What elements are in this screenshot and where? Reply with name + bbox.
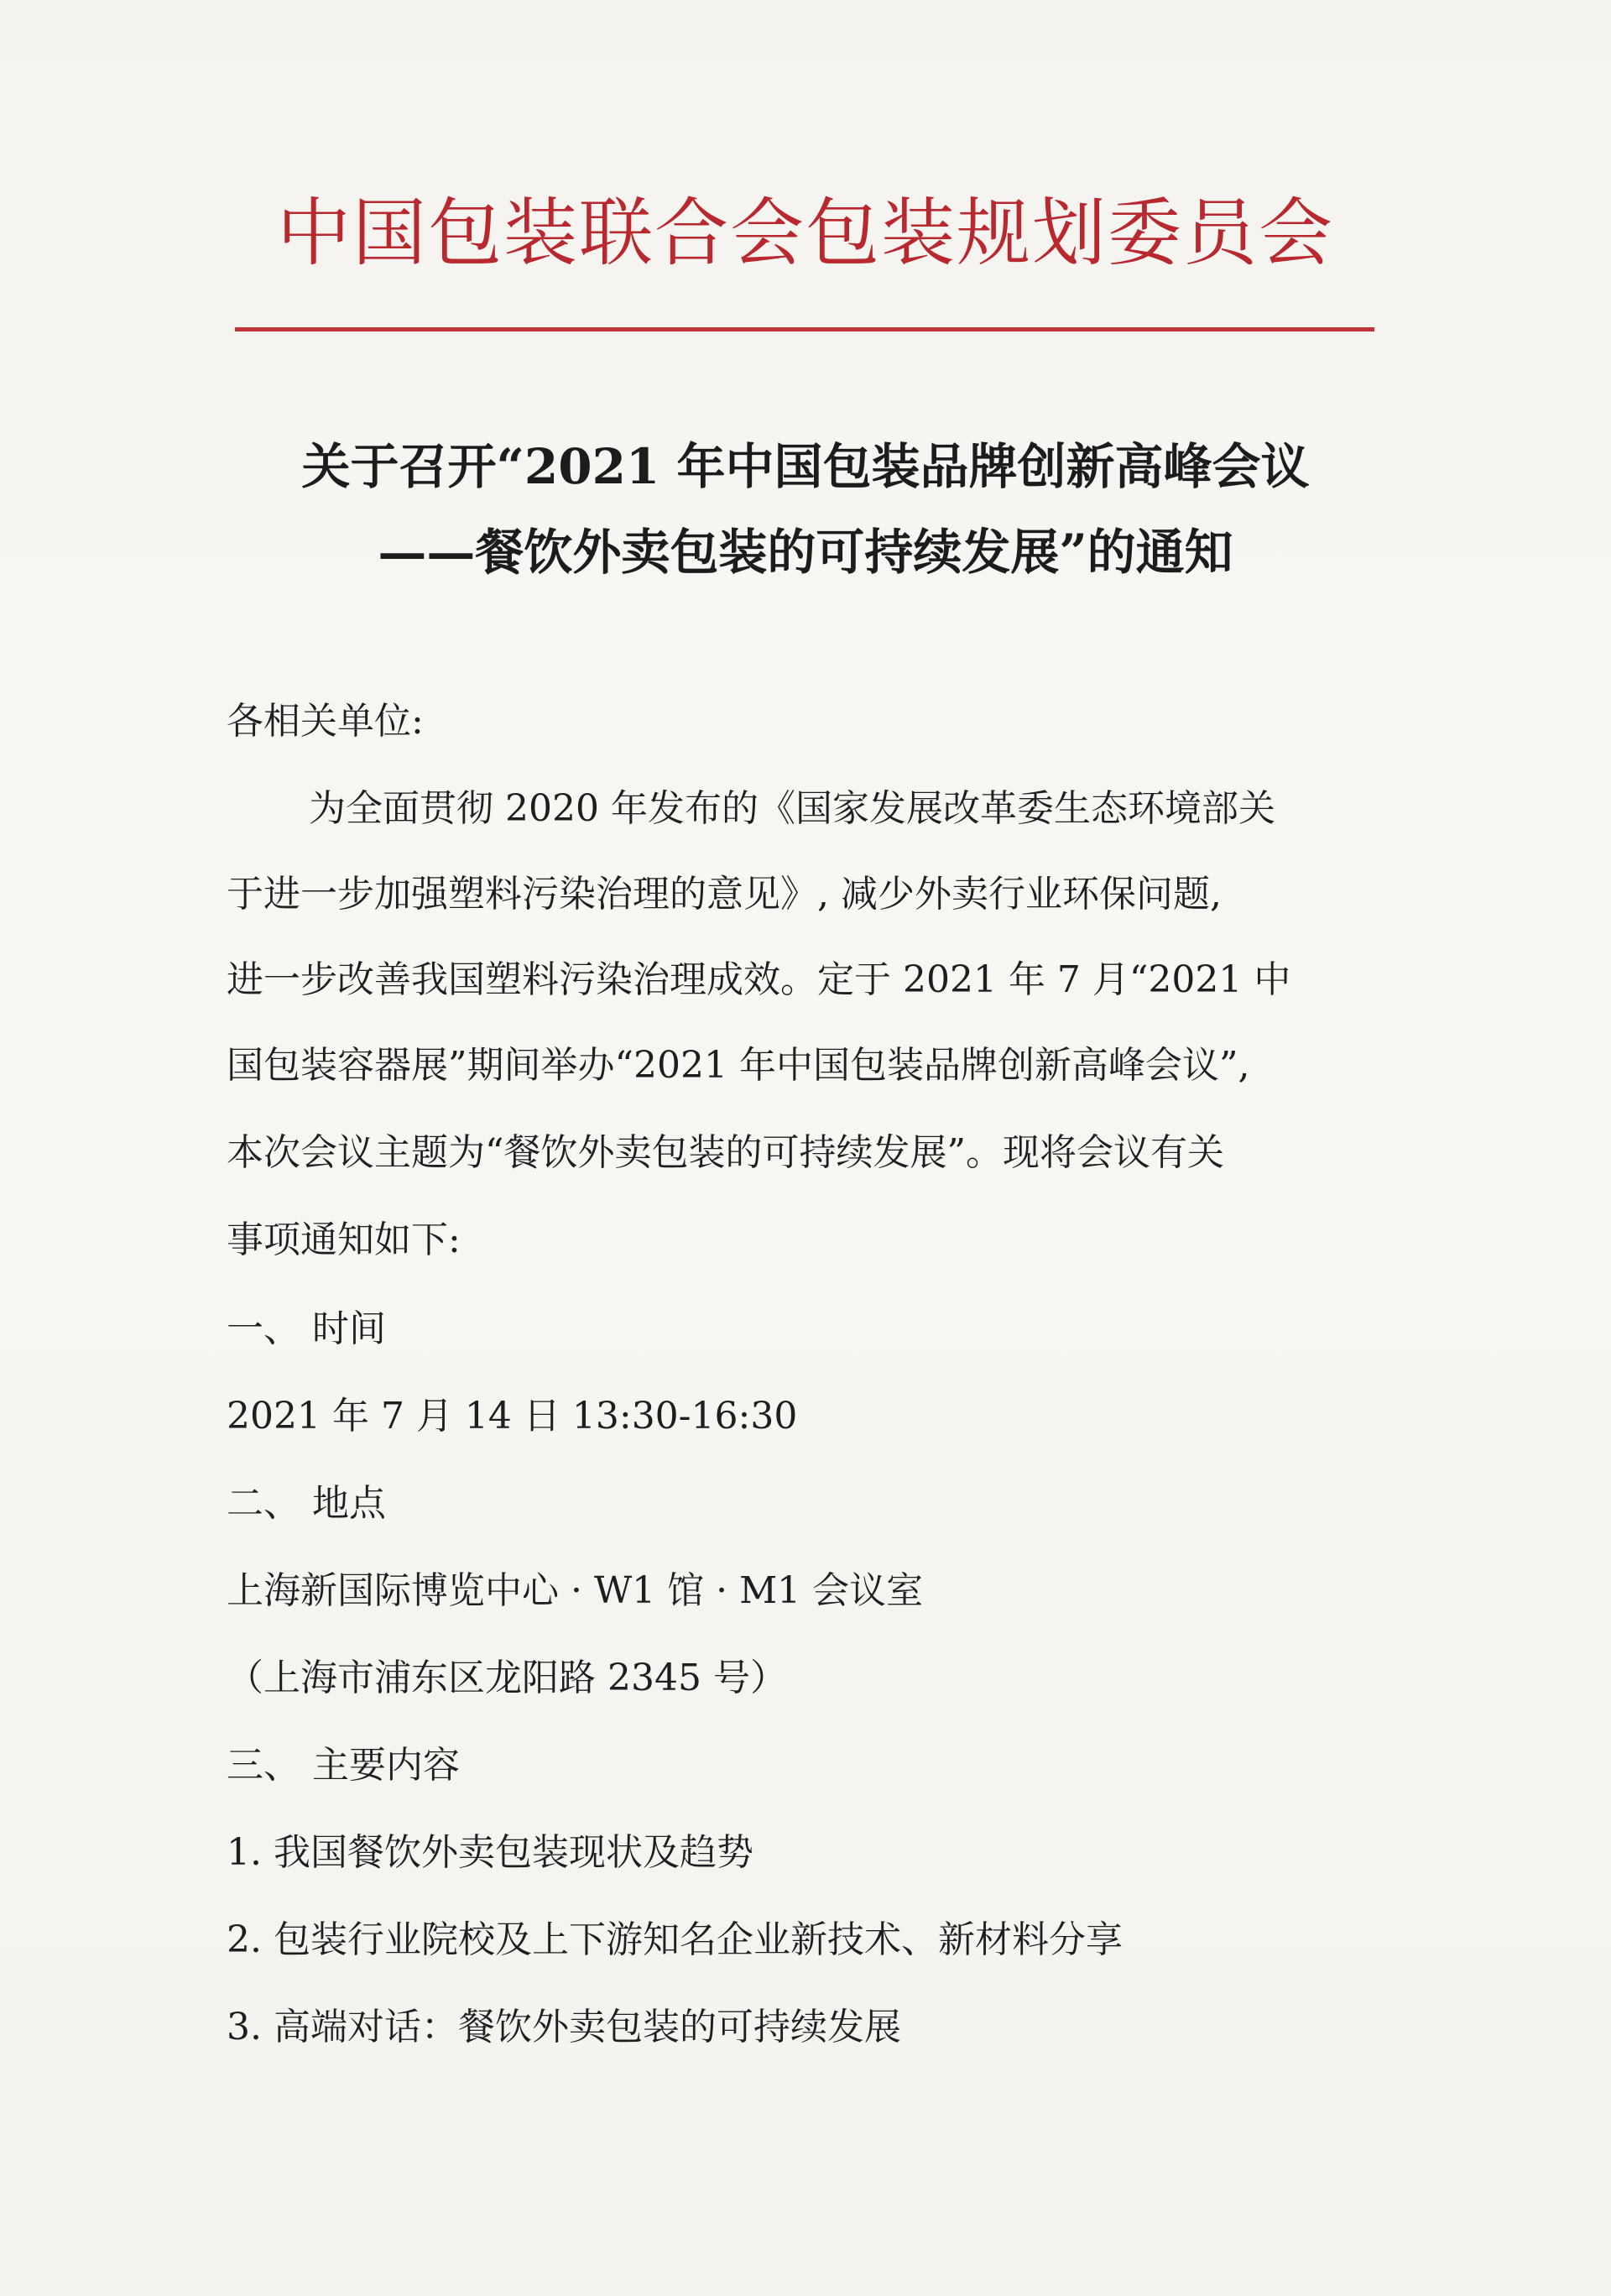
content-item-2: 2. 包装行业院校及上下游知名企业新技术、新材料分享	[227, 1918, 1123, 1961]
section-time-value: 2021 年 7 月 14 日 13:30-16:30	[227, 1395, 798, 1438]
section-time-heading: 一、 时间	[227, 1307, 386, 1350]
letterhead-divider	[235, 327, 1374, 331]
section-place-address: （上海市浦东区龙阳路 2345 号）	[227, 1657, 787, 1699]
document-title-line-2: ——餐饮外卖包装的可持续发展”的通知	[378, 524, 1233, 581]
body-line-2: 于进一步加强塑料污染治理的意见》, 减少外卖行业环保问题,	[227, 873, 1222, 916]
letterhead-title: 中国包装联合会包装规划委员会	[276, 190, 1334, 276]
body-line-5: 本次会议主题为“餐饮外卖包装的可持续发展”。现将会议有关	[227, 1131, 1224, 1174]
content-item-3: 3. 高端对话：餐饮外卖包装的可持续发展	[227, 2006, 901, 2048]
body-line-1: 为全面贯彻 2020 年发布的《国家发展改革委生态环境部关	[309, 787, 1275, 830]
body-line-4: 国包装容器展”期间举办“2021 年中国包装品牌创新高峰会议”,	[227, 1044, 1250, 1087]
section-content-heading: 三、 主要内容	[227, 1744, 460, 1787]
section-place-heading: 二、 地点	[227, 1482, 386, 1525]
salutation: 各相关单位:	[227, 700, 424, 743]
section-place-value: 上海新国际博览中心 · W1 馆 · M1 会议室	[227, 1569, 924, 1612]
body-line-6: 事项通知如下:	[227, 1218, 461, 1261]
content-item-1: 1. 我国餐饮外卖包装现状及趋势	[227, 1831, 753, 1874]
body-line-3: 进一步改善我国塑料污染治理成效。定于 2021 年 7 月“2021 中	[227, 958, 1291, 1001]
document-title-line-1: 关于召开“2021 年中国包装品牌创新高峰会议	[301, 438, 1310, 495]
